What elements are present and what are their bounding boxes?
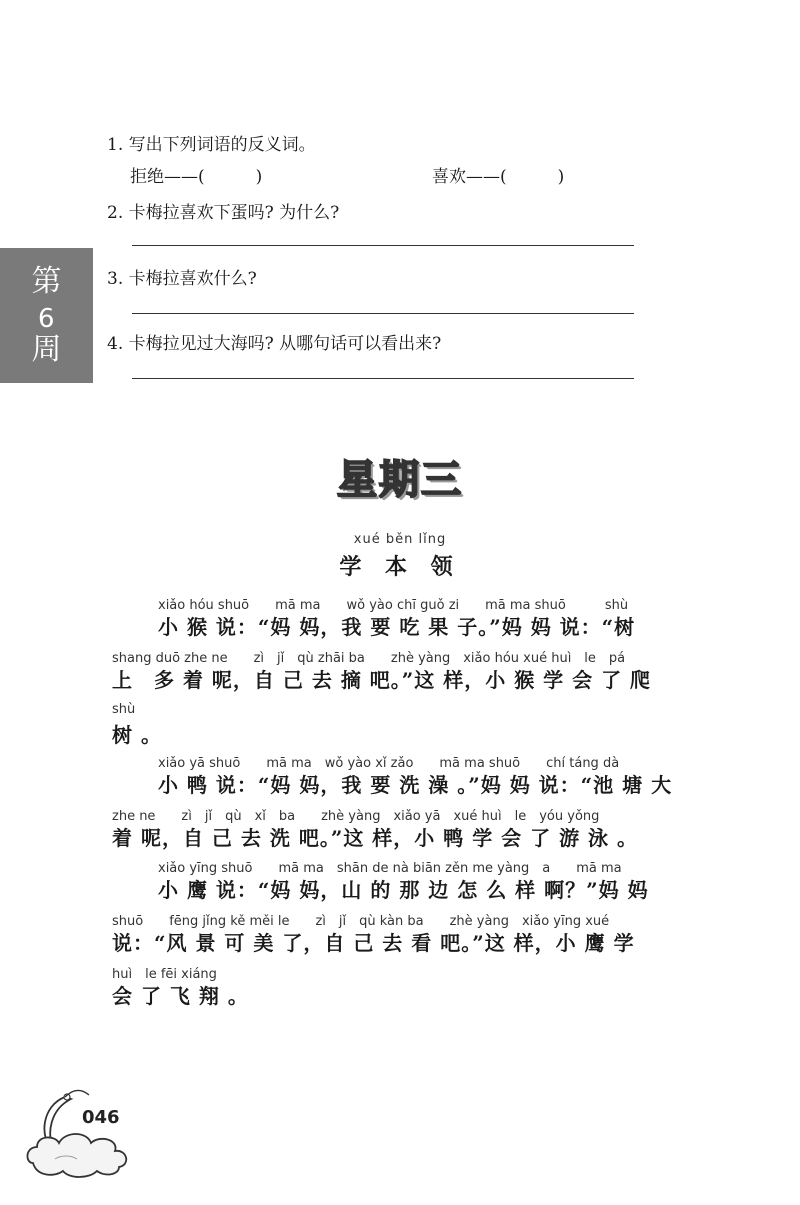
answer-line-2 [132, 245, 634, 246]
question-4: 4. 卡梅拉见过大海吗? 从哪句话可以看出来? [107, 334, 442, 354]
story-hanzi-2: 上 多 着 呢，自 己 去 摘 吧。”这 样，小 猴 学 会 了 爬 [112, 668, 652, 692]
story-pinyin-6: xiǎo yīng shuō mā ma shān de nà biān zěn me yàng a mā ma [158, 861, 622, 876]
story-pinyin-2: shang duō zhe ne zì jǐ qù zhāi ba zhè yàng xiǎo hóu xué huì le pá [112, 651, 626, 666]
question-3: 3. 卡梅拉喜欢什么? [107, 269, 257, 289]
story-hanzi-6: 小 鹰 说：“妈 妈，山 的 那 边 怎 么 样 啊？”妈 妈 [158, 878, 649, 902]
moon-cloud-icon [25, 1085, 135, 1180]
story-hanzi-4: 小 鸭 说：“妈 妈，我 要 洗 澡 。”妈 妈 说：“池 塘 大 [158, 773, 673, 797]
story-pinyin-1: xiǎo hóu shuō mā ma wǒ yào chī guǒ zi mā ma shuō shù [158, 598, 629, 613]
story-pinyin-5: zhe ne zì jǐ qù xǐ ba zhè yàng xiǎo yā xué huì le yóu yǒng [112, 809, 600, 824]
answer-line-4 [132, 378, 634, 379]
week-tab-number: 9 [38, 300, 55, 331]
story-pinyin-4: xiǎo yā shuō mā ma wǒ yào xǐ zǎo mā ma shuō chí táng dà [158, 756, 620, 771]
day-title: 星期三 [337, 457, 463, 503]
week-tab-char-2: 周 [31, 331, 62, 367]
question-2: 2. 卡梅拉喜欢下蛋吗? 为什么? [107, 203, 340, 223]
story-pinyin-3: shù [112, 702, 136, 717]
story-hanzi-1: 小 猴 说：“妈 妈，我 要 吃 果 子。”妈 妈 说：“树 [158, 615, 636, 639]
story-hanzi-3: 树 。 [112, 723, 162, 747]
story-pinyin-7: shuō fēng jǐng kě měi le zì jǐ qù kàn ba zhè yàng xiǎo yīng xué [112, 914, 610, 929]
week-tab [0, 248, 93, 383]
story-pinyin-8: huì le fēi xiáng [112, 967, 217, 982]
week-tab-char-1: 第 [31, 263, 62, 299]
antonym-left: 拒绝——( ) [130, 167, 263, 187]
subtitle-hanzi: 学 本 领 [339, 554, 461, 580]
subtitle-pinyin: xué běn lǐng [353, 532, 447, 547]
antonym-right: 喜欢——( ) [432, 167, 565, 187]
story-hanzi-8: 会 了 飞 翔 。 [112, 984, 249, 1008]
answer-line-3 [132, 313, 634, 314]
story-hanzi-5: 着 呢，自 己 去 洗 吧。”这 样，小 鸭 学 会 了 游 泳 。 [112, 826, 639, 850]
story-hanzi-7: 说：“风 景 可 美 了，自 己 去 看 吧。”这 样，小 鹰 学 [112, 931, 635, 955]
question-1: 1. 写出下列词语的反义词。 [107, 135, 316, 155]
page-number: 046 [82, 1107, 120, 1128]
